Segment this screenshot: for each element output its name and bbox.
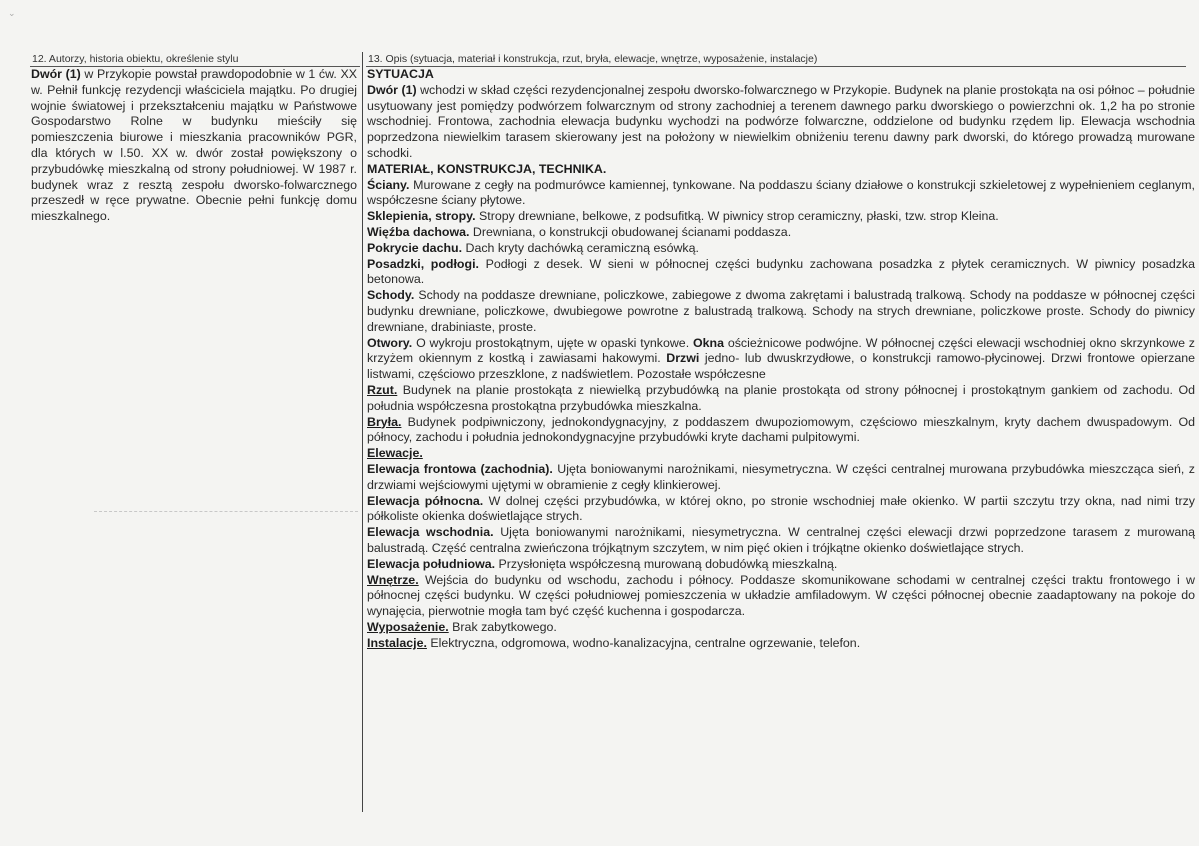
massing-text: Budynek podpiwniczony, jednokondygnacyjny, z poddaszem dwupoziomowym, częściowo mieszkalnym, kryty dachem dwuspadowym. Od północy, zachodu i południa jednokondygnacyjne przybudówki kryte dachami pulpitowymi. (367, 414, 1195, 445)
ceilings-paragraph (367, 209, 1195, 225)
installations-label: Instalacje. (367, 635, 427, 650)
interior-paragraph (367, 573, 1195, 620)
installations-text: Elektryczna, odgromowa, wodno-kanalizacyjna, centralne ogrzewanie, telefon. (426, 635, 861, 650)
description-sheet (30, 52, 1199, 846)
floors-paragraph (367, 257, 1195, 289)
doors-label: Drzwi (666, 351, 700, 366)
roofing-paragraph (367, 241, 1195, 257)
furnishing-paragraph (367, 620, 1195, 636)
scan-artifact-line (94, 511, 358, 512)
history-lead: Dwór (1) (31, 67, 81, 81)
windows-label: Okna (693, 335, 724, 350)
installations-paragraph (367, 636, 1195, 652)
situation-paragraph (367, 83, 1195, 162)
roofing-text: Dach kryty dachówką ceramiczną esówką. (462, 240, 699, 255)
south-elevation-text: Przysłonięta współczesną murowaną dobudówką mieszkalną. (495, 556, 838, 571)
interior-text: Wejścia do budynku od wschodu, zachodu i północy. Poddasze skomunikowane schodami w centralnej części traktu frontowego i w północnej części budynku. W części południowej pomieszczenia w układzie amfiladowym. W części północnej obecnie zaadaptowany na pokoje do wynajęcia, pierwotnie mogła tam być część kuchenna i gospodarcza. (367, 572, 1195, 619)
plan-label: Rzut. (367, 382, 398, 397)
ceilings-label: Sklepienia, stropy. (367, 209, 476, 224)
situation-heading: SYTUACJA (367, 67, 434, 81)
column-divider (362, 52, 363, 812)
stairs-label: Schody. (367, 288, 415, 303)
section-title-situation (367, 67, 1195, 83)
east-elevation-label: Elewacja wschodnia. (367, 525, 494, 540)
right-column-header: 13. Opis (sytuacja, materiał i konstrukcja, rzut, bryła, elewacje, wnętrze, wyposażenie, instalacje) (366, 52, 1186, 67)
elevations-heading-paragraph (367, 446, 1195, 462)
description-column (367, 67, 1195, 651)
situation-text: wchodzi w skład części rezydencjonalnej zespołu dworsko-folwarcznego w Przykopie. Budynek na planie prostokąta na osi północ – południe usytuowany jest pomiędzy podwórzem folwarcznym od strony zachodniej a terenem dawnego parku dworskiego o powierzchni ok. 1,2 ha po stronie wschodniej. Frontowa, zachodnia elewacja budynku wychodzi na podwórze folwarczne, oddzielone od budynku rzędem lip. Elewacja wschodnia poprzedzona niewielkim tarasem skierowany jest na położony w niewielkim obniżeniu terenu dawny park dworski, do którego prowadzą murowane schodki. (367, 82, 1195, 160)
plan-text: Budynek na planie prostokąta z niewielką przybudówką na planie prostokąta od strony północnej i prostokątnym gankiem od zachodu. Od południa współczesna prostokątna przybudówka mieszkalna. (367, 382, 1195, 413)
left-column-header: 12. Autorzy, historia obiektu, określenie stylu (30, 52, 360, 67)
furnishing-label: Wyposażenie. (367, 619, 449, 634)
floors-label: Posadzki, podłogi. (367, 256, 479, 271)
openings-text-3: jedno- lub dwuskrzydłowe, o konstrukcji ramowo-płycinowej. Drzwi frontowe opierzane listwami, częściowo przeszklone, z nadświetlem. Pozostałe współczesne (367, 351, 1195, 382)
stairs-paragraph (367, 288, 1195, 335)
walls-text: Murowane z cegły na podmurówce kamiennej, tynkowane. Na poddaszu ściany działowe o konstrukcji szkieletowej z wypełnieniem ceglanym, współczesne ściany płytowe. (367, 177, 1195, 208)
south-elevation-paragraph (367, 557, 1195, 573)
east-elevation-text: Ujęta boniowanymi narożnikami, niesymetryczna. W centralnej części elewacji drzwi poprzedzone tarasem z murowaną balustradą. Część centralna zwieńczona trójkątnym szczytem, w nim pięć okien i trójkątne okienko doświetlające strych. (367, 525, 1195, 555)
south-elevation-label: Elewacja południowa. (367, 556, 496, 571)
floors-text: Podłogi z desek. W sieni w północnej części budynku zachowana posadzka z płytek ceramicznych. W piwnicy posadzka betonowa. (367, 256, 1195, 287)
north-elevation-label: Elewacja północna. (367, 493, 484, 508)
roof-truss-text: Drewniana, o konstrukcji obudowanej ścianami poddasza. (469, 224, 792, 239)
roofing-label: Pokrycie dachu. (367, 240, 463, 255)
ceilings-text: Stropy drewniane, belkowe, z podsufitką. W piwnicy strop ceramiczny, płaski, tzw. strop Kleina. (475, 209, 999, 224)
history-column (31, 67, 357, 225)
openings-text-1: O wykroju prostokątnym, ujęte w opaski tynkowe. (412, 335, 693, 350)
interior-label: Wnętrze. (367, 572, 419, 587)
north-elevation-text: W dolnej części przybudówka, w której okno, po stronie wschodniej małe okienko. W partii szczytu trzy okna, nad nimi trzy półkoliste okienka doświetlające strych. (367, 493, 1196, 524)
front-elevation-paragraph (367, 462, 1195, 494)
roof-truss-label: Więźba dachowa. (367, 224, 470, 239)
elevations-label: Elewacje. (367, 446, 423, 461)
massing-paragraph (367, 415, 1195, 447)
plan-paragraph (367, 383, 1195, 415)
material-heading: MATERIAŁ, KONSTRUKCJA, TECHNIKA. (367, 161, 607, 176)
scan-mark: ⌄ (8, 8, 16, 18)
openings-text-2: ościeżnicowe podwójne. W północnej części elewacji wschodniej okno skrzynkowe z krzyżem okiennym z kostką i zawiasami hakowymi. (367, 335, 1195, 366)
east-elevation-paragraph (367, 525, 1195, 557)
furnishing-text: Brak zabytkowego. (448, 619, 557, 634)
situation-lead: Dwór (1) (367, 82, 417, 97)
massing-label: Bryła. (367, 414, 402, 429)
history-text: w Przykopie powstał prawdopodobnie w 1 ćw. XX w. Pełnił funkcję rezydencji właściciela majątku. Po drugiej wojnie światowej i przekształceniu majątku w Państwowe Gospodarstwo Rolne w budynku mieściły się pomieszczenia biurowe i mieszkania pracowników PGR, dla których w l.50. XX w. dwór został powiększony o przybudówkę mieszkalną od strony południowej. W 1987 r. budynek wraz z resztą zespołu dworsko-folwarcznego przeszedł w ręce prywatne. Obecnie pełni funkcję domu mieszkalnego. (31, 67, 357, 224)
roof-truss-paragraph (367, 225, 1195, 241)
history-paragraph (31, 67, 357, 225)
stairs-text: Schody na poddasze drewniane, policzkowe, zabiegowe z dwoma zakrętami i balustradą tralkową. Schody na poddasze w północnej części budynku drewniane, policzkowe, dwubiegowe powrotne z balustradą tralkową. Schody na strych drewniane, policzkowe proste. Schody do piwnicy drewniane, drabiniaste, proste. (367, 288, 1195, 334)
north-elevation-paragraph (367, 494, 1195, 526)
front-elevation-label: Elewacja frontowa (zachodnia). (367, 461, 553, 476)
section-title-material (367, 162, 1195, 178)
walls-paragraph (367, 178, 1195, 210)
walls-label: Ściany. (367, 177, 410, 192)
openings-paragraph (367, 336, 1195, 383)
front-elevation-text: Ujęta boniowanymi narożnikami, niesymetryczna. W części centralnej murowana przybudówka mieszcząca sień, z drzwiami wejściowymi ujętymi w obramienie z cegły klinkierowej. (367, 461, 1196, 492)
openings-label: Otwory. (367, 335, 413, 350)
